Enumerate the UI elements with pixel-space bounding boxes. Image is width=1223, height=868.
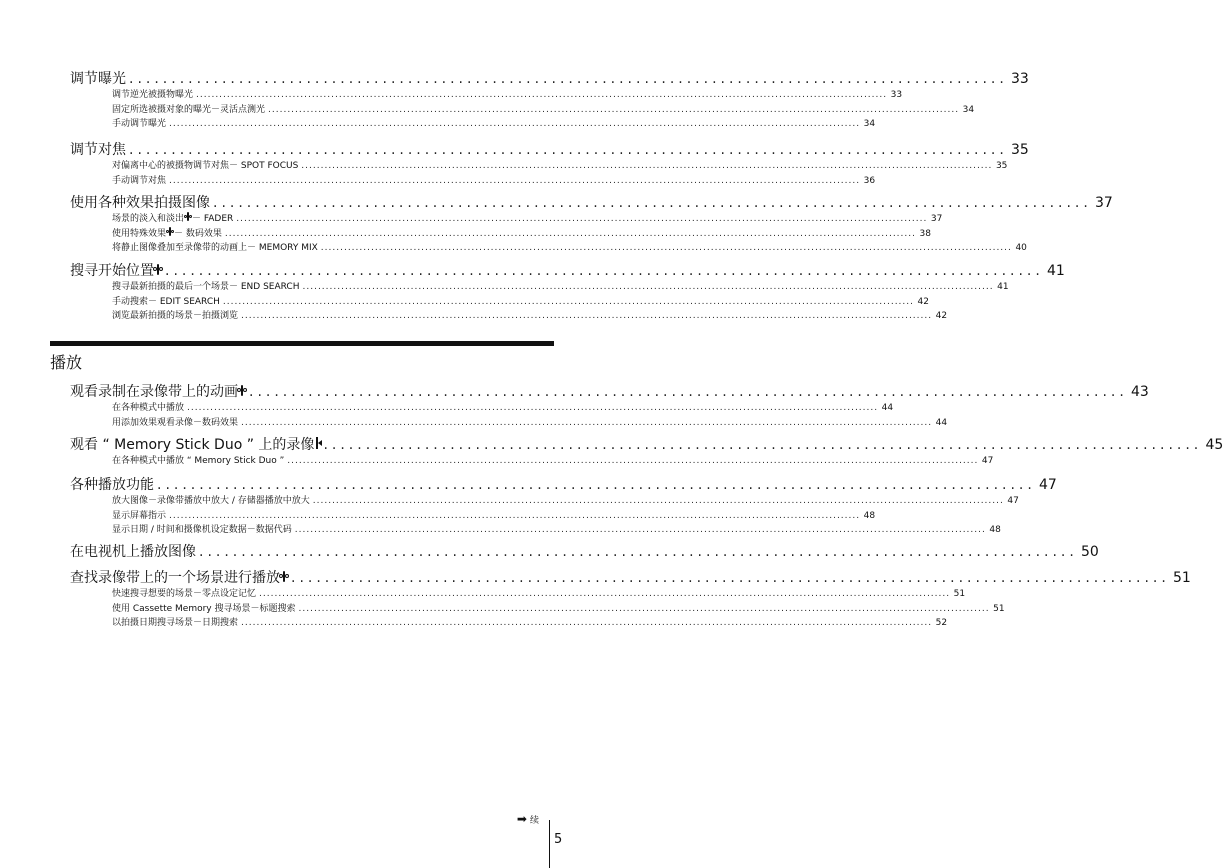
toc-item[interactable] — [112, 494, 1019, 509]
toc-item-page: 37 — [930, 214, 943, 224]
leader-dots: ........................................................................................................ — [199, 544, 1078, 560]
tape-icon — [157, 264, 159, 275]
toc-item-page: 48 — [863, 510, 876, 521]
toc-item-page: 51 — [993, 603, 1005, 614]
toc-item[interactable] — [112, 103, 975, 118]
toc-item-page: 47 — [981, 456, 994, 466]
toc-item-page: 51 — [953, 589, 966, 599]
leader-dots: ................................................................................................................................................................................... — [294, 525, 986, 535]
toc-item[interactable] — [112, 454, 994, 469]
leader-dots: ................................................................................................................................................................................... — [169, 119, 861, 129]
toc-heading-title: 查找录像带上的一个场景进行播放 — [70, 570, 280, 586]
arrow-right-icon: ➡ — [516, 812, 527, 826]
toc-item[interactable] — [112, 523, 1001, 538]
toc-item-label: 固定所选被摄对象的曝光－灵活点测光 — [112, 104, 266, 115]
toc-entry-search — [70, 262, 1065, 324]
continued-label: 续 — [529, 815, 539, 826]
leader-dots: ................................................................................................................................................................................... — [241, 618, 933, 628]
toc-heading-page: 33 — [1011, 71, 1029, 87]
leader-dots: ................................................................................................................................................................................... — [169, 510, 861, 521]
leader-dots: ........................................................................................................ — [249, 384, 1128, 400]
tape-icon — [241, 385, 243, 396]
toc-item[interactable] — [112, 587, 966, 602]
toc-item-page: 44 — [881, 403, 894, 413]
toc-item-label: 在各种模式中播放 — [112, 403, 185, 413]
leader-dots: ................................................................................................................................................................................... — [301, 161, 993, 171]
toc-item-page: 40 — [1015, 243, 1027, 253]
toc-item[interactable] — [112, 241, 1027, 256]
leader-dots: ................................................................................................................................................................................... — [312, 496, 1004, 506]
toc-entry-playback-functions — [70, 476, 1057, 538]
leader-dots: ................................................................................................................................................................................... — [241, 417, 933, 428]
toc-heading[interactable] — [70, 383, 1149, 401]
toc-item-label: 浏览最新拍摄的场景－拍摄浏览 — [112, 311, 239, 321]
toc-item-page: 42 — [917, 296, 929, 307]
leader-dots: ................................................................................................................................................................................... — [196, 90, 888, 100]
toc-item-page: 48 — [989, 525, 1001, 535]
toc-item-page: 44 — [935, 417, 948, 428]
leader-dots: ........................................................................................................ — [323, 437, 1203, 453]
toc-item-suffix: － 数码效果 — [174, 228, 222, 239]
toc-item-label: 手动搜索－ EDIT SEARCH — [112, 296, 220, 307]
continued-indicator — [517, 812, 539, 826]
toc-item-page: 47 — [1007, 496, 1019, 506]
toc-heading[interactable] — [70, 262, 1065, 280]
toc-item[interactable] — [112, 227, 931, 242]
toc-item-label: 手动调节对焦 — [112, 175, 167, 186]
toc-entry-tape-playback — [70, 383, 1149, 430]
toc-heading-title: 调节对焦 — [70, 142, 126, 158]
tape-icon — [283, 571, 285, 582]
toc-item[interactable] — [112, 159, 1008, 174]
toc-heading-page: 37 — [1095, 195, 1113, 211]
leader-dots: ................................................................................................................................................................................... — [236, 214, 928, 224]
leader-dots: ................................................................................................................................................................................... — [222, 296, 914, 307]
leader-dots: ................................................................................................................................................................................... — [287, 456, 979, 466]
toc-item-label: 使用 Cassette Memory 搜寻场景－标题搜索 — [112, 603, 296, 614]
leader-dots: ........................................................................................................ — [157, 477, 1036, 493]
leader-dots: ................................................................................................................................................................................... — [224, 228, 916, 239]
toc-item-page: 41 — [997, 282, 1009, 292]
toc-item[interactable] — [112, 309, 948, 324]
toc-heading[interactable] — [70, 70, 1029, 88]
toc-item-page: 35 — [995, 161, 1008, 171]
toc-item[interactable] — [112, 616, 948, 631]
toc-item-label: 显示屏幕指示 — [112, 510, 167, 521]
toc-item-page: 42 — [935, 311, 948, 321]
toc-heading-title: 观看录制在录像带上的动画 — [70, 384, 238, 400]
toc-item-page: 36 — [863, 175, 876, 186]
leader-dots: ................................................................................................................................................................................... — [268, 104, 960, 115]
leader-dots: ........................................................................................................ — [291, 570, 1170, 586]
toc-item[interactable] — [112, 416, 948, 431]
leader-dots: ........................................................................................................ — [165, 263, 1044, 279]
toc-item-label: 对偏离中心的被摄物调节对焦－ SPOT FOCUS — [112, 161, 299, 171]
toc-heading-title: 调节曝光 — [70, 71, 126, 87]
toc-heading-page: 35 — [1011, 142, 1029, 158]
section-title: 播放 — [50, 353, 83, 372]
toc-heading-page: 50 — [1081, 544, 1099, 560]
toc-heading-title: 在电视机上播放图像 — [70, 544, 196, 560]
memory-stick-icon — [316, 437, 318, 449]
toc-heading-title: 搜寻开始位置 — [70, 263, 154, 279]
toc-item-page: 33 — [890, 90, 903, 100]
page-number: 5 — [554, 832, 563, 847]
toc-heading-page: 51 — [1173, 570, 1191, 586]
toc-entry-focus — [70, 141, 1029, 188]
toc-item[interactable] — [112, 174, 876, 189]
leader-dots: ........................................................................................................ — [213, 195, 1092, 211]
section-divider-bar — [50, 341, 554, 346]
toc-heading-title: 各种播放功能 — [70, 477, 154, 493]
toc-entry-memory-stick — [70, 436, 1223, 469]
toc-item-page: 38 — [919, 228, 931, 239]
toc-item[interactable] — [112, 602, 1005, 617]
toc-heading-page: 41 — [1047, 263, 1065, 279]
toc-item[interactable] — [112, 88, 903, 103]
toc-item-label: 调节逆光被摄物曝光 — [112, 90, 194, 100]
toc-heading[interactable] — [70, 569, 1191, 587]
toc-item[interactable] — [112, 509, 876, 524]
toc-heading[interactable] — [70, 543, 1099, 561]
toc-item[interactable] — [112, 280, 1009, 295]
toc-heading-page: 45 — [1205, 437, 1223, 453]
leader-dots: ................................................................................................................................................................................... — [302, 282, 994, 292]
toc-item-label: 在各种模式中播放 “ Memory Stick Duo ” — [112, 456, 285, 466]
toc-item-page: 34 — [863, 119, 876, 129]
toc-item[interactable] — [112, 295, 929, 310]
toc-heading-page: 47 — [1039, 477, 1057, 493]
toc-item-page: 52 — [935, 618, 948, 628]
toc-entry-tv-playback — [70, 543, 1099, 561]
leader-dots: ................................................................................................................................................................................... — [169, 175, 861, 186]
leader-dots: ................................................................................................................................................................................... — [298, 603, 990, 614]
toc-item-label: 将静止图像叠加至录像带的动画上－ MEMORY MIX — [112, 243, 318, 253]
toc-entry-exposure — [70, 70, 1029, 132]
leader-dots: ................................................................................................................................................................................... — [187, 403, 879, 413]
toc-item[interactable] — [112, 117, 876, 132]
toc-item[interactable] — [112, 401, 894, 416]
leader-dots: ........................................................................................................ — [129, 71, 1008, 87]
page-number-rule — [549, 820, 550, 868]
toc-heading[interactable] — [70, 194, 1113, 212]
toc-item[interactable] — [112, 212, 943, 227]
tape-icon — [169, 227, 171, 236]
toc-item-label: 手动调节曝光 — [112, 119, 167, 129]
toc-item-label: 使用特殊效果 — [112, 228, 167, 239]
toc-item-label: 放大图像－录像带播放中放大 / 存储器播放中放大 — [112, 496, 310, 506]
toc-item-label: 场景的淡入和淡出 — [112, 214, 185, 224]
toc-item-page: 34 — [962, 104, 975, 115]
leader-dots: ................................................................................................................................................................................... — [320, 243, 1012, 253]
leader-dots: ................................................................................................................................................................................... — [259, 589, 951, 599]
toc-item-label: 以拍摄日期搜寻场景－日期搜索 — [112, 618, 239, 628]
toc-item-label: 快速搜寻想要的场景－零点设定记忆 — [112, 589, 257, 599]
toc-item-label: 用添加效果观看录像－数码效果 — [112, 417, 239, 428]
toc-heading-title: 使用各种效果拍摄图像 — [70, 195, 210, 211]
leader-dots: ................................................................................................................................................................................... — [241, 311, 933, 321]
tape-icon — [187, 212, 189, 221]
toc-heading[interactable] — [70, 436, 1223, 454]
toc-heading-page: 43 — [1131, 384, 1149, 400]
toc-entry-find-scene — [70, 569, 1191, 631]
toc-heading-title: 观看 “ Memory Stick Duo ” 上的录像 — [70, 437, 315, 453]
toc-item-suffix: － FADER — [192, 214, 234, 224]
toc-entry-effects — [70, 194, 1113, 256]
toc-item-label: 搜寻最新拍摄的最后一个场景－ END SEARCH — [112, 282, 300, 292]
toc-heading[interactable] — [70, 476, 1057, 494]
leader-dots: ........................................................................................................ — [129, 142, 1008, 158]
toc-heading[interactable] — [70, 141, 1029, 159]
toc-item-label: 显示日期 / 时间和摄像机设定数据－数据代码 — [112, 525, 292, 535]
